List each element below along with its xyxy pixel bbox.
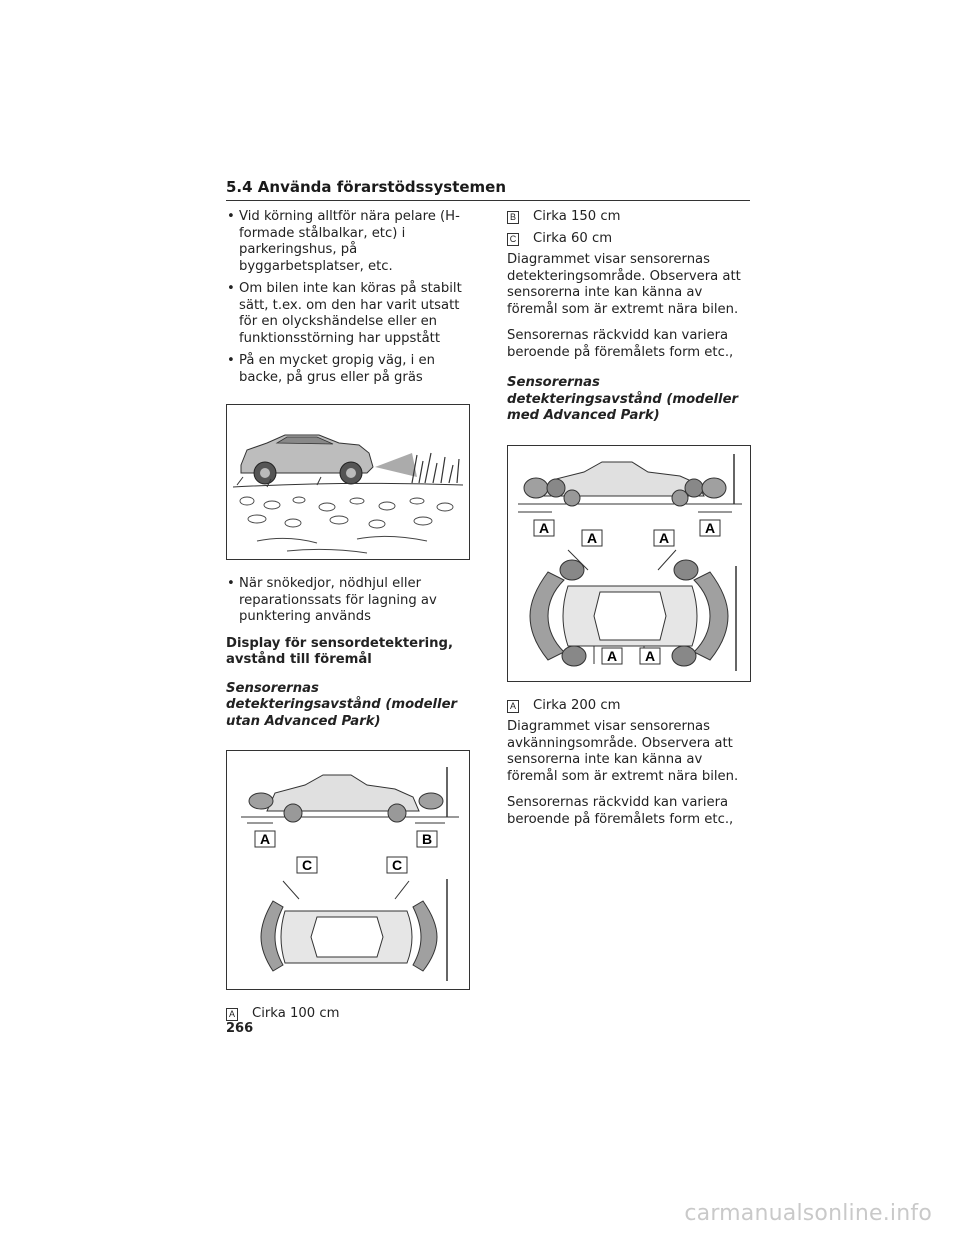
legend-item-a: A Cirka 100 cm <box>226 1006 470 1023</box>
bullet-item: • På en mycket gropig väg, i en backe, på grus eller på gräs <box>227 353 435 385</box>
figure-sensor-range-no-advanced-park <box>226 750 470 990</box>
bullet-item: • Om bilen inte kan köras på stabilt sätt, t.ex. om den har varit utsatt för en olyckshändelse eller en funktionsstörning har uppstått <box>227 281 462 346</box>
paragraph: Sensorernas räckvidd kan variera beroende på föremålets form etc., <box>507 328 734 360</box>
sub-heading: Sensorernas detekteringsavstånd (modeller med Advanced Park) <box>507 375 739 423</box>
svg-text:A: A <box>586 529 598 546</box>
section-header <box>226 178 750 196</box>
svg-text:C: C <box>391 857 403 873</box>
right-column <box>507 209 751 838</box>
svg-text:A: A <box>606 647 618 664</box>
paragraph: Sensorernas räckvidd kan variera beroende på föremålets form etc., <box>507 795 734 827</box>
bullet-item: • Vid körning alltför nära pelare (H-formade stålbalkar, etc) i parkeringshus, på byggarbetsplatser, etc. <box>227 209 460 274</box>
page-number: 266 <box>226 1021 254 1036</box>
watermark: carmanualsonline.info <box>684 1201 932 1226</box>
svg-text:C: C <box>301 857 313 873</box>
legend-letter: A <box>226 1008 238 1021</box>
section-heading: Display för sensordetektering, avstånd till föremål <box>226 635 453 667</box>
svg-text:A: A <box>704 519 716 536</box>
figure-sensor-range-advanced-park <box>507 445 751 682</box>
legend-item-c: C Cirka 60 cm <box>507 231 751 248</box>
legend-letter: C <box>507 233 519 246</box>
left-column <box>226 209 470 1028</box>
figure-rough-road <box>226 404 470 560</box>
svg-text:A: A <box>259 831 271 847</box>
legend-letter: A <box>507 700 519 713</box>
svg-text:A: A <box>644 647 656 664</box>
section-title: 5.4 Använda förarstödssystemen <box>226 178 507 196</box>
legend-item-b: B Cirka 150 cm <box>507 209 751 226</box>
bullet-item: • När snökedjor, nödhjul eller reparationssats för lagning av punktering används <box>227 576 437 624</box>
svg-text:A: A <box>658 529 670 546</box>
header-rule <box>226 200 750 201</box>
legend-letter: B <box>507 211 519 224</box>
svg-text:A: A <box>538 519 550 536</box>
paragraph: Diagrammet visar sensorernas avkänningsområde. Observera att sensorerna inte kan känna av föremål som är extremt nära bilen. <box>507 719 739 784</box>
sub-heading: Sensorernas detekteringsavstånd (modeller utan Advanced Park) <box>226 680 458 729</box>
svg-text:B: B <box>421 831 433 847</box>
paragraph: Diagrammet visar sensorernas detekteringsområde. Observera att sensorerna inte kan känna av föremål som är extremt nära bilen. <box>507 252 741 317</box>
legend-item-a: A Cirka 200 cm <box>507 698 751 715</box>
